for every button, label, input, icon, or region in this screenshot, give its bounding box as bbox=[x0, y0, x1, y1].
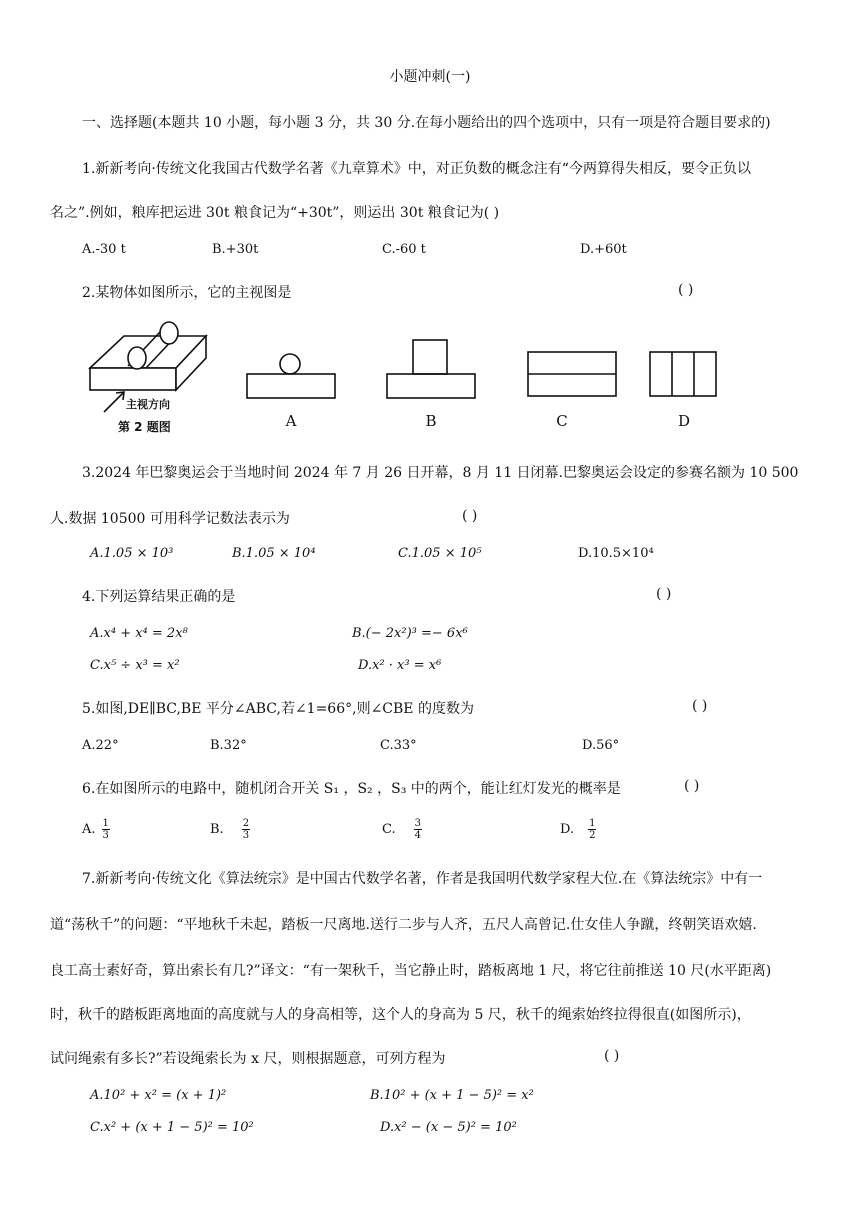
q6-option-c-fraction: $\frac{3}{4}$ bbox=[414, 818, 421, 841]
q1-text-line1: 1.新新考向·传统文化我国古代数学名著《九章算术》中，对正负数的概念注有“今两算得失相反，要令正负以 bbox=[82, 161, 751, 177]
q7-answer-paren: ( ) bbox=[604, 1048, 620, 1064]
q5-option-a: A.22° bbox=[82, 738, 119, 753]
q2-view-a-rect bbox=[247, 374, 335, 398]
q7-option-c: C.x² + (x + 1 − 5)² = 10² bbox=[90, 1120, 254, 1135]
q7-text-line2: 道“荡秋千”的问题：“平地秋千未起，踏板一尺离地.送行二步与人齐，五尺人高曾记.仕女佳人争蹴，终朝笑语欢嬉. bbox=[50, 917, 757, 933]
q2-label-c: C bbox=[556, 412, 568, 430]
q7-option-a: A.10² + x² = (x + 1)² bbox=[90, 1088, 227, 1103]
q3-text-line1: 3.2024 年巴黎奥运会于当地时间 2024 年 7 月 26 日开幕，8 月 11 日闭幕.巴黎奥运会设定的参赛名额为 10 500 bbox=[82, 465, 799, 481]
q7-text-line5: 试问绳索有多长?”若设绳索长为 x 尺，则根据题意，可列方程为 bbox=[50, 1051, 446, 1067]
page-title: 小题冲刺(一) bbox=[389, 69, 471, 85]
q6-option-c: C. $\frac{3}{4}$ bbox=[382, 818, 421, 841]
q7-option-d: D.x² − (x − 5)² = 10² bbox=[380, 1120, 517, 1135]
q3-option-b: B.1.05 × 10⁴ bbox=[232, 546, 316, 561]
q6-option-b-fraction: $\frac{2}{3}$ bbox=[242, 818, 250, 841]
q6-option-b: B. $\frac{2}{3}$ bbox=[210, 818, 250, 841]
q2-view-a-circle bbox=[280, 354, 300, 374]
q5-option-d: D.56° bbox=[582, 738, 620, 753]
q4-option-c: C.x⁵ ÷ x³ = x² bbox=[90, 658, 180, 673]
q7-option-b: B.10² + (x + 1 − 5)² = x² bbox=[370, 1088, 534, 1103]
q4-text: 4.下列运算结果正确的是 bbox=[82, 589, 236, 605]
q6-option-a-fraction: $\frac{1}{3}$ bbox=[102, 818, 109, 841]
q3-option-d: D.10.5×10⁴ bbox=[578, 546, 654, 561]
q6-option-d: D. $\frac{1}{2}$ bbox=[560, 818, 596, 841]
q7-text-line1: 7.新新考向·传统文化《算法统宗》是中国古代数学名著，作者是我国明代数学家程大位.在《算法统宗》中有一 bbox=[82, 871, 763, 887]
q6-option-d-fraction: $\frac{1}{2}$ bbox=[589, 818, 596, 841]
q2-view-options bbox=[0, 0, 860, 460]
q6-text: 6.在如图所示的电路中，随机闭合开关 S₁ ，S₂ ，S₃ 中的两个，能让红灯发光的概率是 bbox=[82, 781, 621, 797]
q5-answer-paren: ( ) bbox=[692, 698, 708, 714]
q2-view-d-rect bbox=[650, 352, 716, 396]
q3-option-c: C.1.05 × 10⁵ bbox=[398, 546, 482, 561]
q4-option-a: A.x⁴ + x⁴ = 2x⁸ bbox=[90, 626, 188, 641]
q7-text-line4: 时，秋千的踏板距离地面的高度就与人的身高相等，这个人的身高为 5 尺，秋千的绳索始终拉得很直(如图所示)， bbox=[50, 1007, 751, 1023]
q6-option-a: A. $\frac{1}{3}$ bbox=[82, 818, 109, 841]
q5-option-c: C.33° bbox=[380, 738, 417, 753]
q2-answer-paren: ( ) bbox=[678, 282, 694, 298]
q7-text-line3: 良工高士素好奇，算出索长有几?”译文：“有一架秋千，当它静止时，踏板离地 1 尺，将它往前推送 10 尺(水平距离) bbox=[50, 963, 772, 979]
q1-text-line2: 名之”.例如，粮库把运进 30t 粮食记为“+30t”，则运出 30t 粮食记为( ) bbox=[50, 205, 500, 221]
q6-answer-paren: ( ) bbox=[684, 778, 700, 794]
q1-option-a: A.-30 t bbox=[82, 242, 126, 257]
q2-text: 2.某物体如图所示，它的主视图是 bbox=[82, 285, 292, 301]
section-heading: 一、选择题(本题共 10 小题，每小题 3 分，共 30 分.在每小题给出的四个选项中，只有一项是符合题目要求的) bbox=[82, 115, 771, 131]
q5-text: 5.如图,DE∥BC,BE 平分∠ABC,若∠1=66°,则∠CBE 的度数为 bbox=[82, 701, 474, 717]
q2-label-b: B bbox=[425, 412, 437, 430]
q2-view-b-top bbox=[413, 340, 447, 374]
q3-text-line2: 人.数据 10500 可用科学记数法表示为 bbox=[50, 511, 290, 527]
q2-figure-caption: 第 2 题图 bbox=[118, 420, 171, 434]
q3-answer-paren: ( ) bbox=[462, 508, 478, 524]
q2-label-d: D bbox=[677, 412, 691, 430]
q1-option-d: D.+60t bbox=[580, 242, 627, 257]
q1-option-b: B.+30t bbox=[212, 242, 259, 257]
q4-option-b: B.(− 2x²)³ =− 6x⁶ bbox=[352, 626, 468, 641]
q1-option-c: C.-60 t bbox=[382, 242, 426, 257]
q2-view-b-base bbox=[387, 374, 475, 398]
q4-answer-paren: ( ) bbox=[656, 586, 672, 602]
q5-option-b: B.32° bbox=[210, 738, 247, 753]
q3-option-a: A.1.05 × 10³ bbox=[90, 546, 174, 561]
q2-label-a: A bbox=[285, 412, 297, 430]
q4-option-d: D.x² · x³ = x⁶ bbox=[358, 658, 442, 673]
q2-direction-caption: 主视方向 bbox=[126, 398, 170, 411]
